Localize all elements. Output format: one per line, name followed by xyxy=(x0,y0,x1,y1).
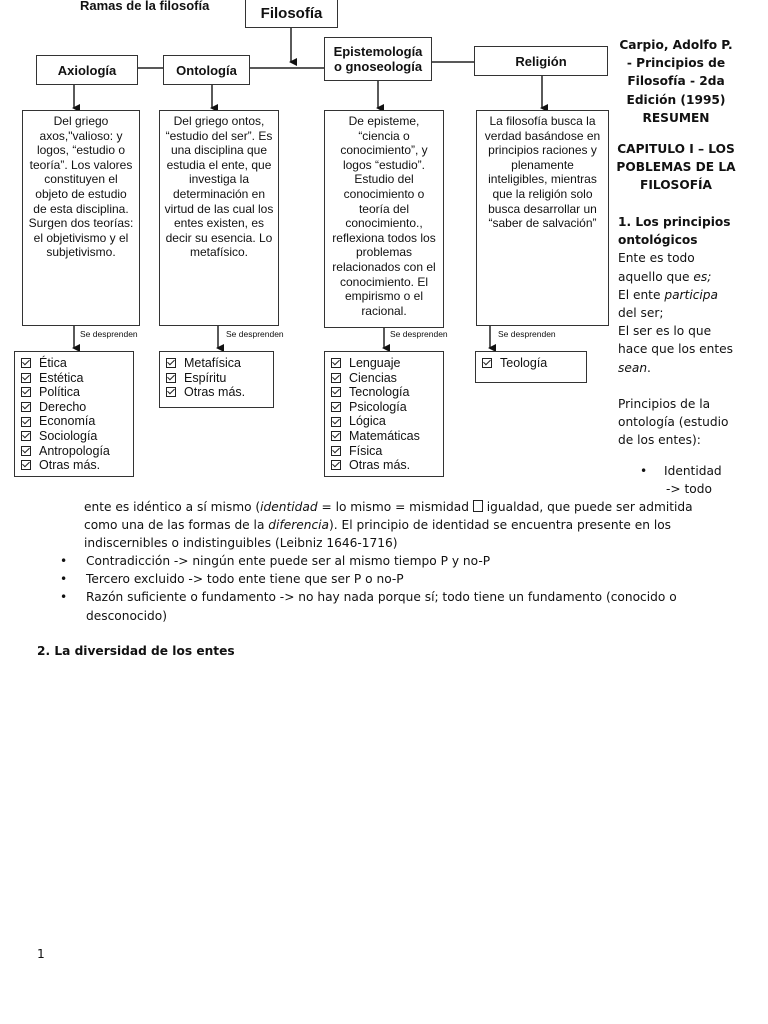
page-number: 1 xyxy=(37,947,45,961)
principles-intro: Principios de la ontología (estudio de los entes): xyxy=(618,396,729,448)
checked-box-icon xyxy=(331,387,341,397)
reference-block xyxy=(612,36,740,127)
definition-line: Ente es todo aquello que es; xyxy=(618,251,712,284)
identity-continuation: ente es idéntico a sí mismo (identidad = lo mismo = mismidad igualdad, que puede ser admitida como una de las formas de la diferencia). El principio de identidad se encuentra presente en los indiscernibles o indistinguibles (Leibniz 1646-1716) xyxy=(84,500,693,551)
derived-list-ontologia xyxy=(159,351,274,408)
list-item: Lógica xyxy=(331,414,437,429)
derived-list-religion xyxy=(475,351,587,383)
section1-column xyxy=(618,213,738,449)
checked-box-icon xyxy=(21,358,31,368)
identity-arrow: -> todo xyxy=(666,482,712,496)
list-item: Otras más. xyxy=(21,458,127,473)
checked-box-icon xyxy=(21,417,31,427)
checked-box-icon xyxy=(21,446,31,456)
checked-box-icon xyxy=(331,417,341,427)
list-item: Psicología xyxy=(331,400,437,415)
checked-box-icon xyxy=(331,460,341,470)
list-item: Física xyxy=(331,444,437,459)
checked-box-icon xyxy=(331,402,341,412)
branch-header-ontologia: Ontología xyxy=(163,55,250,85)
derives-label: Se desprenden xyxy=(80,329,138,339)
checked-box-icon xyxy=(166,373,176,383)
list-item: Lenguaje xyxy=(331,356,437,371)
reference-title: - Principios de Filosofía - 2da Edición (1995) xyxy=(626,56,726,107)
list-item: Metafísica xyxy=(166,356,267,371)
derived-list-axiologia xyxy=(14,351,134,477)
chapter-title: CAPITULO I – LOS POBLEMAS DE LA FILOSOFÍA xyxy=(616,142,736,193)
reference-type: RESUMEN xyxy=(642,110,710,125)
list-item: Ciencias xyxy=(331,371,437,386)
list-item: Ética xyxy=(21,356,127,371)
checked-box-icon xyxy=(21,387,31,397)
derives-label: Se desprenden xyxy=(498,329,556,339)
identity-label: Identidad xyxy=(664,464,722,478)
branch-header-axiologia: Axiología xyxy=(36,55,138,85)
checked-box-icon xyxy=(166,387,176,397)
list-item: Derecho xyxy=(21,400,127,415)
checked-box-icon xyxy=(331,373,341,383)
derived-list-epistemologia xyxy=(324,351,444,477)
checked-box-icon xyxy=(331,431,341,441)
checked-box-icon xyxy=(21,402,31,412)
checked-box-icon xyxy=(331,358,341,368)
branch-description-ontologia: Del griego ontos, “estudio del ser”. Es una disciplina que estudia el ente, que investiga la determinación en virtud de las cual los entes existen, es decir su esencia. Lo metafísico. xyxy=(159,110,279,326)
list-item: Matemáticas xyxy=(331,429,437,444)
checked-box-icon xyxy=(21,431,31,441)
checked-box-icon xyxy=(21,460,31,470)
checked-box-icon xyxy=(482,358,492,368)
list-item: Otras más. xyxy=(166,385,267,400)
checked-box-icon xyxy=(331,446,341,456)
definition-line: El ser es lo que hace que los entes sean. xyxy=(618,324,734,375)
derives-label: Se desprenden xyxy=(226,329,284,339)
branch-description-religion: La filosofía busca la verdad basándose en principios raciones y plenamente inteligibles, mientras que la religión solo busca desarrollar un “saber de salvación” xyxy=(476,110,609,326)
branch-header-religion: Religión xyxy=(474,46,608,76)
definition-line: El ente participa del ser; xyxy=(618,287,719,321)
branch-description-epistemologia: De episteme, “ciencia o conocimiento”, y logos “estudio”. Estudio del conocimiento o teoría del conocimiento., reflexiona todos los problemas relacionados con el conocimiento. El empirismo o el racional. xyxy=(324,110,444,328)
checked-box-icon xyxy=(166,358,176,368)
list-item: • Tercero excluido -> todo ente tiene que ser P o no-P xyxy=(60,570,750,588)
branch-description-axiologia: Del griego axos,"valioso: y logos, “estudio o teoría”. Los valores constituyen el objeto de estudio de esta disciplina. Surgen dos teorías: el objetivismo y el subjetivismo. xyxy=(22,110,140,326)
missing-glyph-icon xyxy=(473,500,483,512)
list-item: Teología xyxy=(482,356,580,371)
checked-box-icon xyxy=(21,373,31,383)
list-item: Tecnología xyxy=(331,385,437,400)
diagram-title: Ramas de la filosofía xyxy=(80,0,210,13)
list-item: • Contradicción -> ningún ente puede ser al mismo tiempo P y no-P xyxy=(60,552,750,570)
list-item: Sociología xyxy=(21,429,127,444)
list-item: Espíritu xyxy=(166,371,267,386)
reference-author: Carpio, Adolfo P. xyxy=(619,38,733,52)
list-item: Otras más. xyxy=(331,458,437,473)
list-item: • Razón suficiente o fundamento -> no hay nada porque sí; todo tiene un fundamento (conocido o desconocido) xyxy=(60,588,750,624)
list-item: Economía xyxy=(21,414,127,429)
section1-heading: 1. Los principios ontológicos xyxy=(618,215,731,248)
section2-heading: 2. La diversidad de los entes xyxy=(37,644,235,658)
bullet-dot: • xyxy=(640,464,648,478)
branch-header-epistemologia: Epistemología o gnoseología xyxy=(324,37,432,81)
root-node: Filosofía xyxy=(245,0,338,28)
list-item: Antropología xyxy=(21,444,127,459)
principles-list xyxy=(60,552,750,625)
list-item: Política xyxy=(21,385,127,400)
derives-label: Se desprenden xyxy=(390,329,448,339)
list-item: Estética xyxy=(21,371,127,386)
